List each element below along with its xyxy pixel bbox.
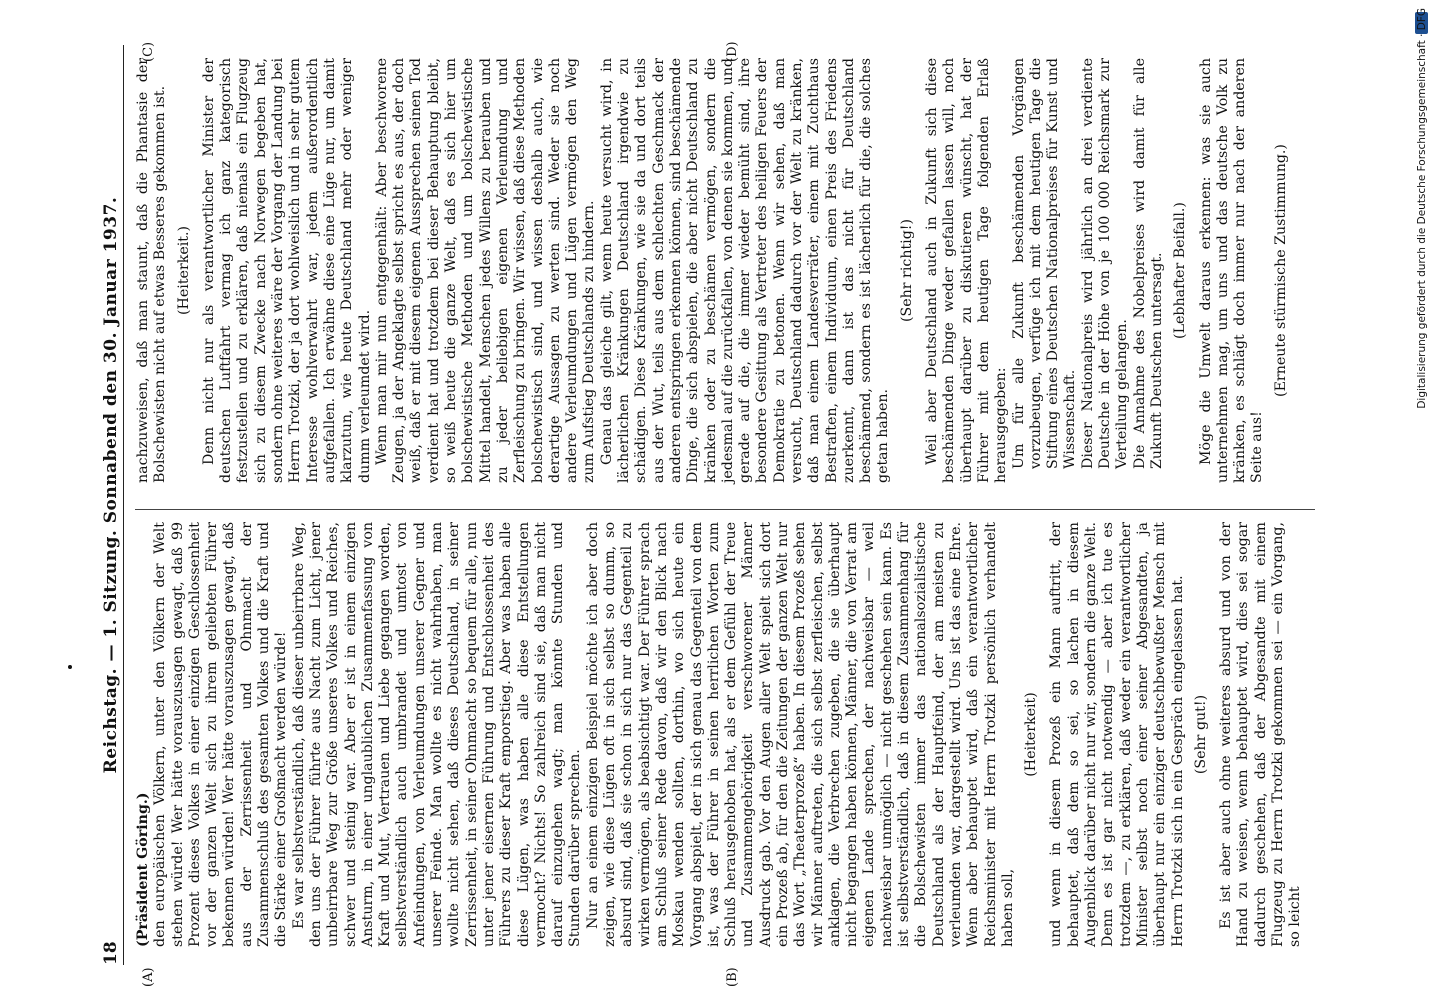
- paragraph: den europäischen Völkern, unter den Völkern der Welt stehen würde! Wer hätte vorauszusagen gewagt, daß 99 Prozent dieses Volkes in einer einzigen Geschlossenheit vor der ganzen Welt sich zu ihrem geliebten Führer bekennen würden! Wer hätte vorauszusagen gewagt, daß aus der Zerrissenheit und Ohnmacht der Zusammenschluß des gesamten Volkes und die Kraft und die Stärke einer Großmacht werden würde!: [152, 522, 290, 947]
- rotated-document-page: [95, 41, 1320, 987]
- margin-mark-d: (D): [725, 41, 740, 62]
- paragraph: Wenn man mir nun entgegenhält: Aber beschworene Zeugen, ja der Angeklagte selbst spricht es aus, der doch weiß, daß er mit diesem eigenen Aussprechen seinen Tod verdient hat und trotzdem bei dieser Behauptung bleibt, so weiß heute die ganze Welt, daß es sich hier um bolschewistische Methoden und um bolschewistische Mittel handelt, Menschen jedes Willens zu berauben und zu jeder beliebigen eigenen Verleumdung und Zerfleischung zu bringen. Wir wissen, daß diese Methoden bolschewistisch sind, und wissen deshalb auch, wie derartige Aussagen zu werten sind. Weder sie noch andere Verleumdungen und Lügen vermögen den Weg zum Aufstieg Deutschlands zu hindern.: [373, 58, 598, 483]
- decree-text: Die Annahme des Nobelpreises wird damit für alle Zukunft Deutschen untersagt.: [1131, 58, 1165, 469]
- margin-mark-c: (C): [141, 41, 156, 62]
- stray-dot: [68, 665, 72, 669]
- page-number: 18: [101, 941, 121, 965]
- interjection: (Heiterkeit.): [175, 226, 192, 315]
- column-divider: [135, 509, 1315, 510]
- speaker-label: (Präsident Göring.): [135, 792, 151, 947]
- paragraph: Weil aber Deutschland auch in Zukunft sich diese beschämenden Dinge weder gefallen lassen will, noch überhaupt darüber zu diskutieren wünscht, hat der Führer mit dem heutigen Tage folgenden Erlaß herausgegeben:: [924, 58, 1010, 483]
- decree-text: Dieser Nationalpreis wird jährlich an drei verdiente Deutsche in der Höhe von je 100 000 Reichsmark zur Verteilung gelangen.: [1079, 58, 1131, 469]
- paragraph: Denn nicht nur als verantwortlicher Minister der deutschen Luftfahrt vermag ich ganz kategorisch festzustellen und zu erklären, daß niemals ein Flugzeug sich zu diesem Zwecke nach Norwegen begeben hat, sondern ohne weiteres wäre der Vorgang der Landung bei Herrn Trotzki, der ja dort wohlweislich und in sehr gutem Interesse wohlverwahrt war, jedem außerordentlich aufgefallen. Ich erwähne diese eine Lüge nur, um damit klarzutun, wie heute Deutschland mehr oder weniger dumm verleumdet wird.: [200, 58, 373, 483]
- interjection: (Lebhafter Beifall.): [1172, 202, 1189, 339]
- interjection: (Sehr gut!): [1192, 694, 1209, 775]
- header-rule: [123, 45, 124, 965]
- running-head: [95, 45, 121, 965]
- margin-mark-a: (A): [141, 967, 156, 987]
- interjection: (Erneute stürmische Zustimmung.): [1272, 144, 1289, 397]
- right-column: [135, 58, 1320, 483]
- page-title: Reichstag. — 1. Sitzung. Sonnabend den 30. Januar 1937.: [101, 196, 121, 774]
- paragraph: und wenn in diesem Prozeß ein Mann auftritt, der behauptet, daß dem so sei, so lachen in diesem Augenblick darüber nicht nur wir, sondern die ganze Welt. Denn es ist gar nicht notwendig — aber ich tue es trotzdem —, zu erklären, daß weder ein verantwortlicher Minister selbst noch einer seiner Abgesandten, ja überhaupt nur ein einziger deutschbewußter Mensch mit Herrn Trotzki sich in ein Gespräch eingelassen hat.: [1048, 522, 1186, 947]
- dfg-credit-strip: [1414, 8, 1430, 993]
- paragraph: Nur an einem einzigen Beispiel möchte ich aber doch zeigen, wie diese Lügen oft in sich selbst so dumm, so absurd sind, daß sie schon in sich nur das Gegenteil zu wirken vermögen, als beabsichtigt war. Der Führer sprach am Schluß seiner Rede davon, daß wir den Blick nach Moskau wenden sollten, dorthin, wo sich heute ein Vorgang abspielt, der in sich genau das Gegenteil von dem ist, was der Führer in seinen herrlichen Worten zum Schluß herausgehoben hat, als er dem Gefühl der Treue und Zusammengehörigkeit verschworener Männer Ausdruck gab. Vor den Augen aller Welt spielt sich dort ein Prozeß ab, für den die Zeitungen der ganzen Welt nur das Wort „Theaterprozeß“ haben. In diesem Prozeß sehen wir Männer auftreten, die sich selbst zerfleischen, selbst anklagen, die Verbrechen zugeben, die sie überhaupt nicht begangen haben können, Männer, die von Verrat am eigenen Lande sprechen, der nachweisbar — weil nachweisbar unmöglich — nicht geschehen sein kann. Es ist selbstverständlich, daß in diesem Zusammenhang für die Bolschewisten immer das nationalsozialistische Deutschland als der Hauptfeind, der am meisten zu verleumden war, dargestellt wird. Uns ist das eine Ehre. Wenn aber behauptet wird, daß ein verantwortlicher Reichsminister mit Herrn Trotzki persönlich verhandelt haben soll,: [584, 522, 1016, 947]
- margin-mark-b: (B): [725, 967, 740, 987]
- decree-text: Um für alle Zukunft beschämenden Vorgängen vorzubeugen, verfüge ich mit dem heutigen Tage die Stiftung eines Deutschen Nationalpreises für Kunst und Wissenschaft.: [1010, 58, 1079, 469]
- dfg-credit-text: Digitalisierung gefördert durch die Deutsche Forschungsgemeinschaft · DFG: [1416, 8, 1428, 409]
- paragraph: Genau das gleiche gilt, wenn heute versucht wird, in lächerlichen Kränkungen Deutschland irgendwie zu schädigen. Diese Kränkungen, wie sie da und dort teils aus der Wut, teils aus dem schlechten Geschmack der anderen entspringen erkennen können, sind beschämende Dinge, die sich abspielen, die aber nicht Deutschland zu kränken oder zu beschämen vermögen, sondern die jedesmal auf die zurückfallen, von denen sie kommen, und gerade auf die, die immer wieder bemüht sind, ihre besondere Gesittung als Vertreter des heiligen Feuers der Demokratie zu betonen. Wenn wir sehen, daß man versucht, Deutschland dadurch vor der Welt zu kränken, daß man einem Landesverräter, einem mit Zuchthaus Bestraften, einem Individuum, einen Preis des Friedens zuerkennt, dann ist das nicht für Deutschland beschämend, sondern es ist lächerlich für die, die solches getan haben.: [598, 58, 892, 483]
- paragraph: Es war selbstverständlich, daß dieser unbeirrbare Weg, den uns der Führer führte aus Nacht zum Licht, jener unbeirrbare Weg zur Größe unseres Volkes und Reiches, schwer und steinig war. Aber er ist in einem einzigen Ansturm, in einer unglaublichen Zusammenfassung von Kraft und Mut, Vertrauen und Liebe gegangen worden, selbstverständlich auch umbrandet und umtost von Anfeindungen, von Verleumdungen unserer Gegner und unserer Feinde. Man wollte es nicht wahrhaben, man wollte nicht sehen, daß dieses Deutschland, in seiner Zerrissenheit, in seiner Ohnmacht so bequem für alle, nun unter jener eisernen Führung und Entschlossenheit des Führers zu dieser Kraft emporstieg. Aber was haben alle diese Lügen, was haben alle diese Entstellungen vermocht? Nichts! So zahlreich sind sie, daß man nicht darauf einzugehen wagt; man könnte Stunden und Stunden darüber sprechen.: [290, 522, 584, 947]
- paragraph: Es ist aber auch ohne weiteres absurd und von der Hand zu weisen, wenn behauptet wird, dies sei sogar dadurch geschehen, daß der Abgesandte mit einem Flugzeug zu Herrn Trotzki gekommen sei — ein Vorgang, so leicht: [1218, 522, 1304, 947]
- interjection: (Heiterkeit): [1023, 692, 1040, 777]
- paragraph: nachzuweisen, daß man staunt, daß die Phantasie der Bolschewisten nicht auf etwas Besseres gekommen ist.: [135, 58, 169, 483]
- left-column: [135, 522, 1320, 947]
- paragraph: Möge die Umwelt daraus erkennen: was sie auch unternehmen mag, um uns und das deutsche Volk zu kränken, es schlägt doch immer nur nach der anderen Seite aus!: [1197, 58, 1266, 483]
- interjection: (Sehr richtig!): [898, 218, 915, 323]
